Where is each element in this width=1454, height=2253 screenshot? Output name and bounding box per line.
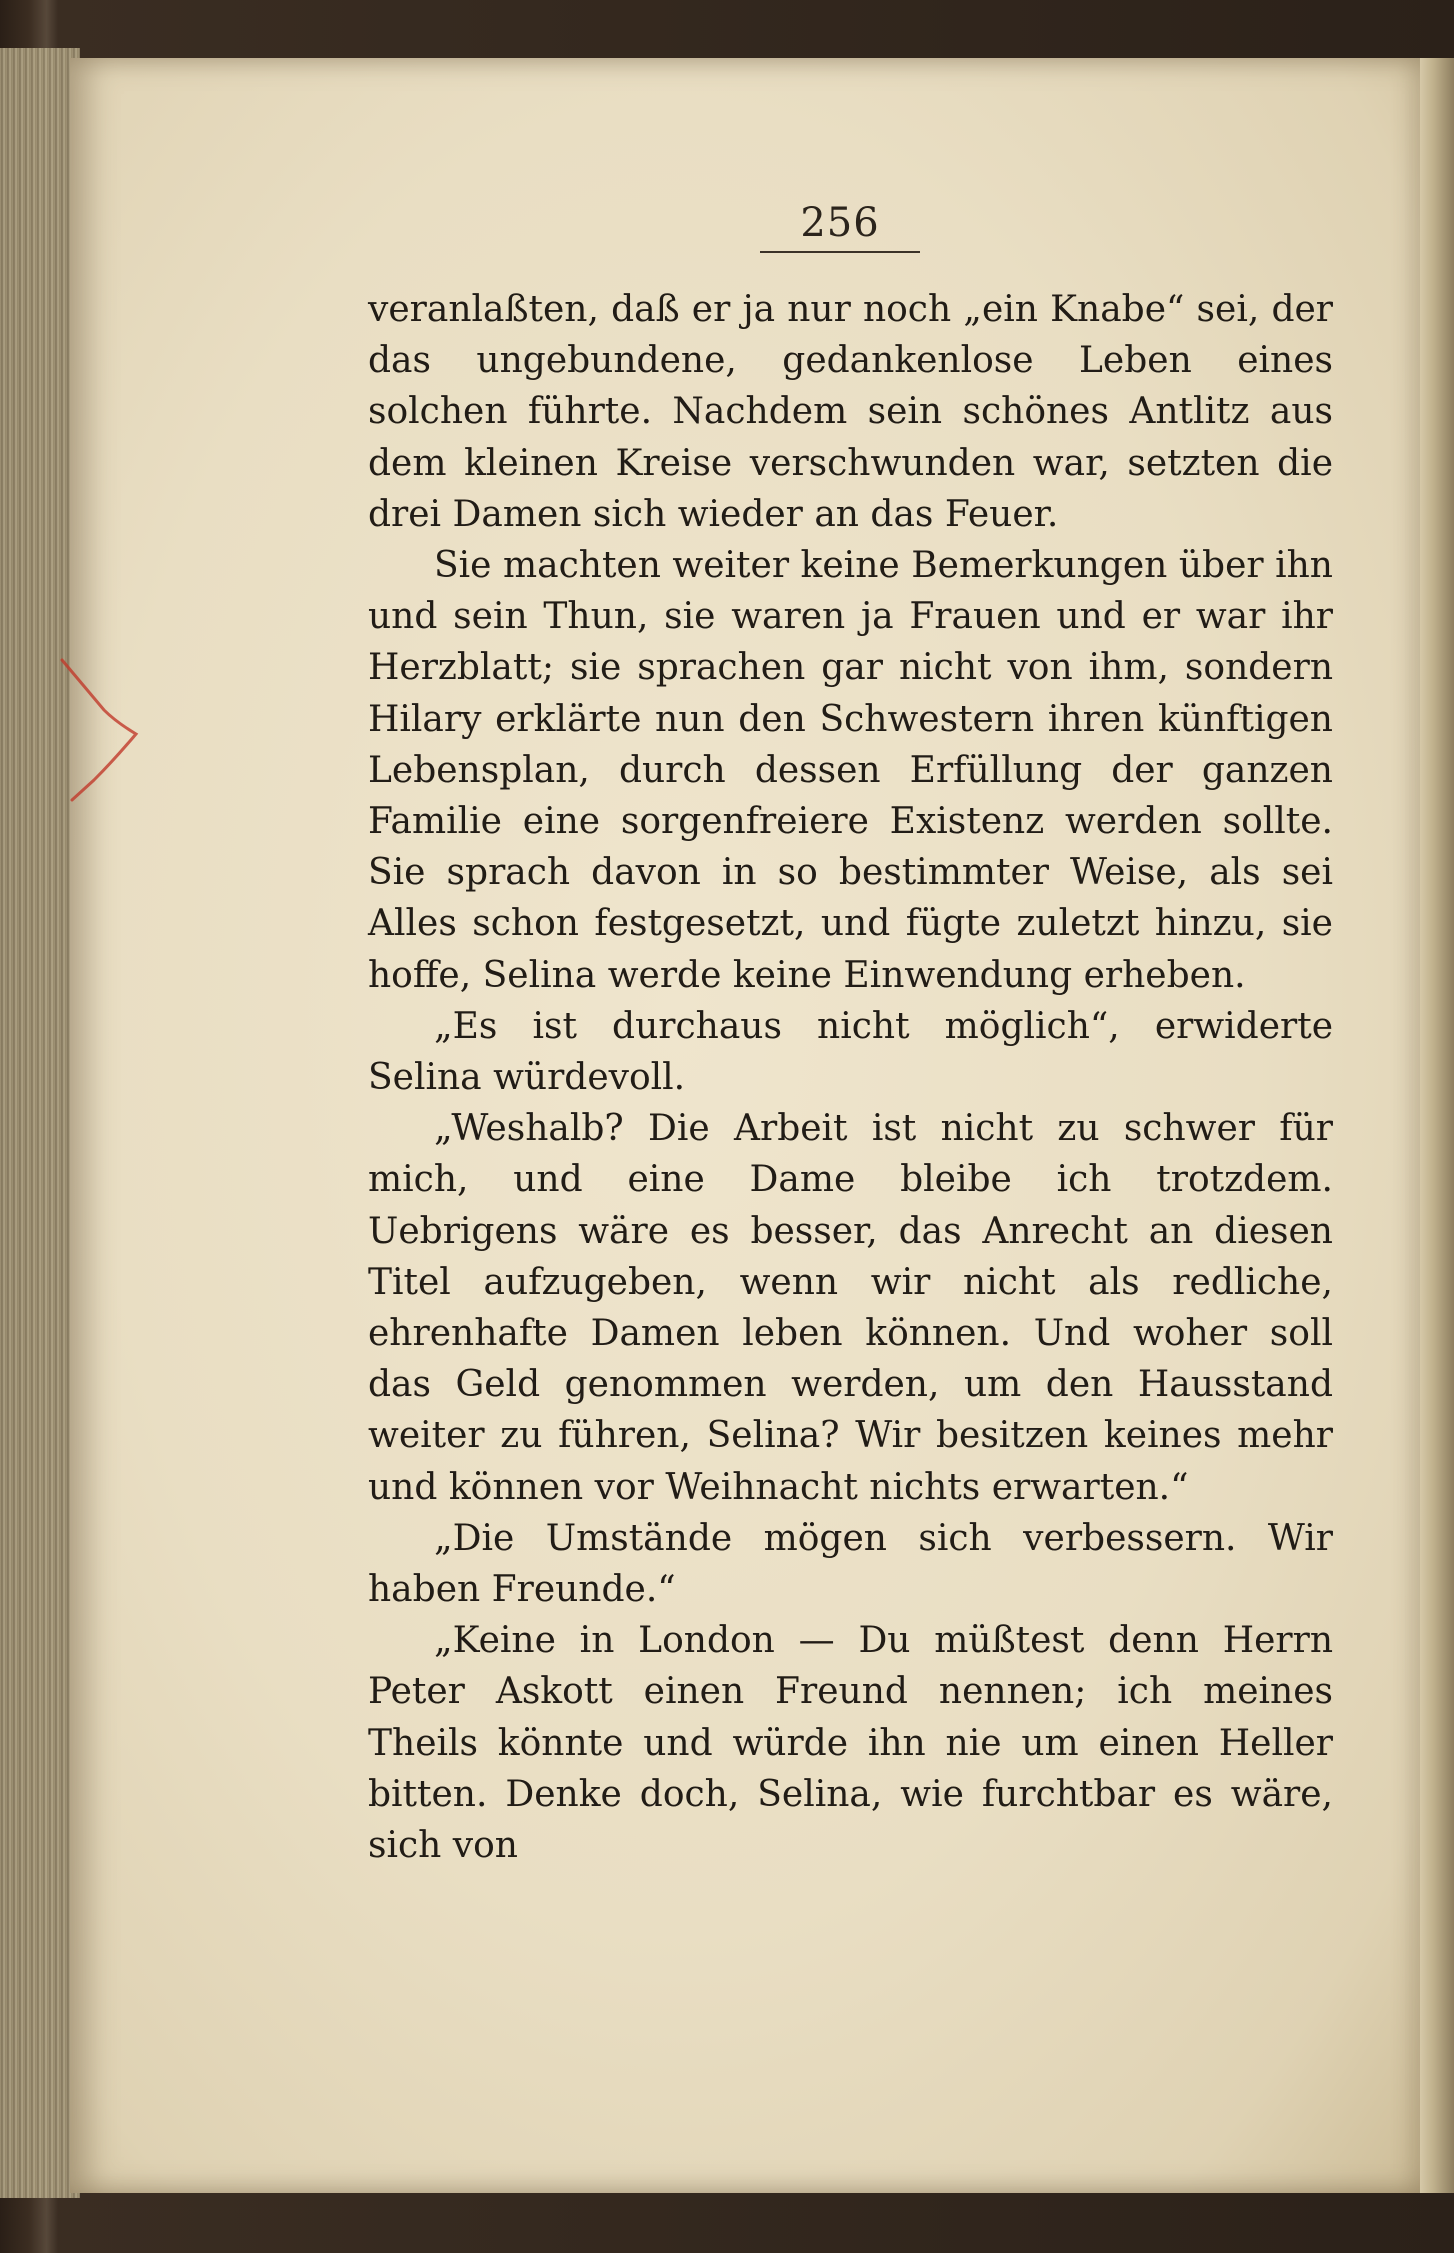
page-number-rule bbox=[760, 251, 920, 253]
paragraph-2: Sie machten weiter keine Bemerkungen über ihn und sein Thun, sie waren ja Frauen und er war ihr Herzblatt; sie sprachen gar nicht von ihm, sondern Hilary erklärte nun den Schwestern ihren künftigen Lebensplan, durch dessen Erfüllung der ganzen Familie eine sorgenfreiere Existenz werden sollte. Sie sprach davon in so bestimmter Weise, als sei Alles schon festgesetzt, und fügte zuletzt hinzu, sie hoffe, Selina werde keine Einwendung erheben. bbox=[368, 545, 1333, 996]
paragraph-1: veranlaßten, daß er ja nur noch „ein Knabe“ sei, der das ungebundene, gedankenlose Leben eines solchen führte. Nachdem sein schönes Antlitz aus dem kleinen Kreise verschwunden war, setzten die drei Damen sich wieder an das Feuer. bbox=[368, 289, 1333, 535]
paragraph-5: „Die Umstände mögen sich verbessern. Wir haben Freunde.“ bbox=[368, 1517, 1333, 1611]
page-edges bbox=[0, 48, 80, 2198]
red-pencil-mark bbox=[54, 650, 144, 810]
paragraph-3: „Es ist durchaus nicht möglich“, erwiderte Selina würdevoll. bbox=[368, 1005, 1333, 1099]
paragraph-4: „Weshalb? Die Arbeit ist nicht zu schwer für mich, und eine Dame bleibe ich trotzdem. Uebrigens wäre es besser, das Anrecht an diesen Titel aufzugeben, wenn wir nicht als redliche, ehrenhafte Damen leben können. Und woher soll das Geld genommen werden, um den Hausstand weiter zu führen, Selina? Wir besitzen keines mehr und können vor Weihnacht nichts erwarten.“ bbox=[368, 1108, 1333, 1508]
paragraph-6: „Keine in London — Du müßtest denn Herrn Peter Askott einen Freund nennen; ich meines Theils könnte und würde ihn nie um einen Heller bitten. Denke doch, Selina, wie furchtbar es wäre, sich von bbox=[368, 1620, 1333, 1867]
page-text bbox=[368, 284, 1333, 1871]
binding-edge bbox=[1420, 58, 1454, 2193]
page-number: 256 bbox=[800, 200, 880, 246]
